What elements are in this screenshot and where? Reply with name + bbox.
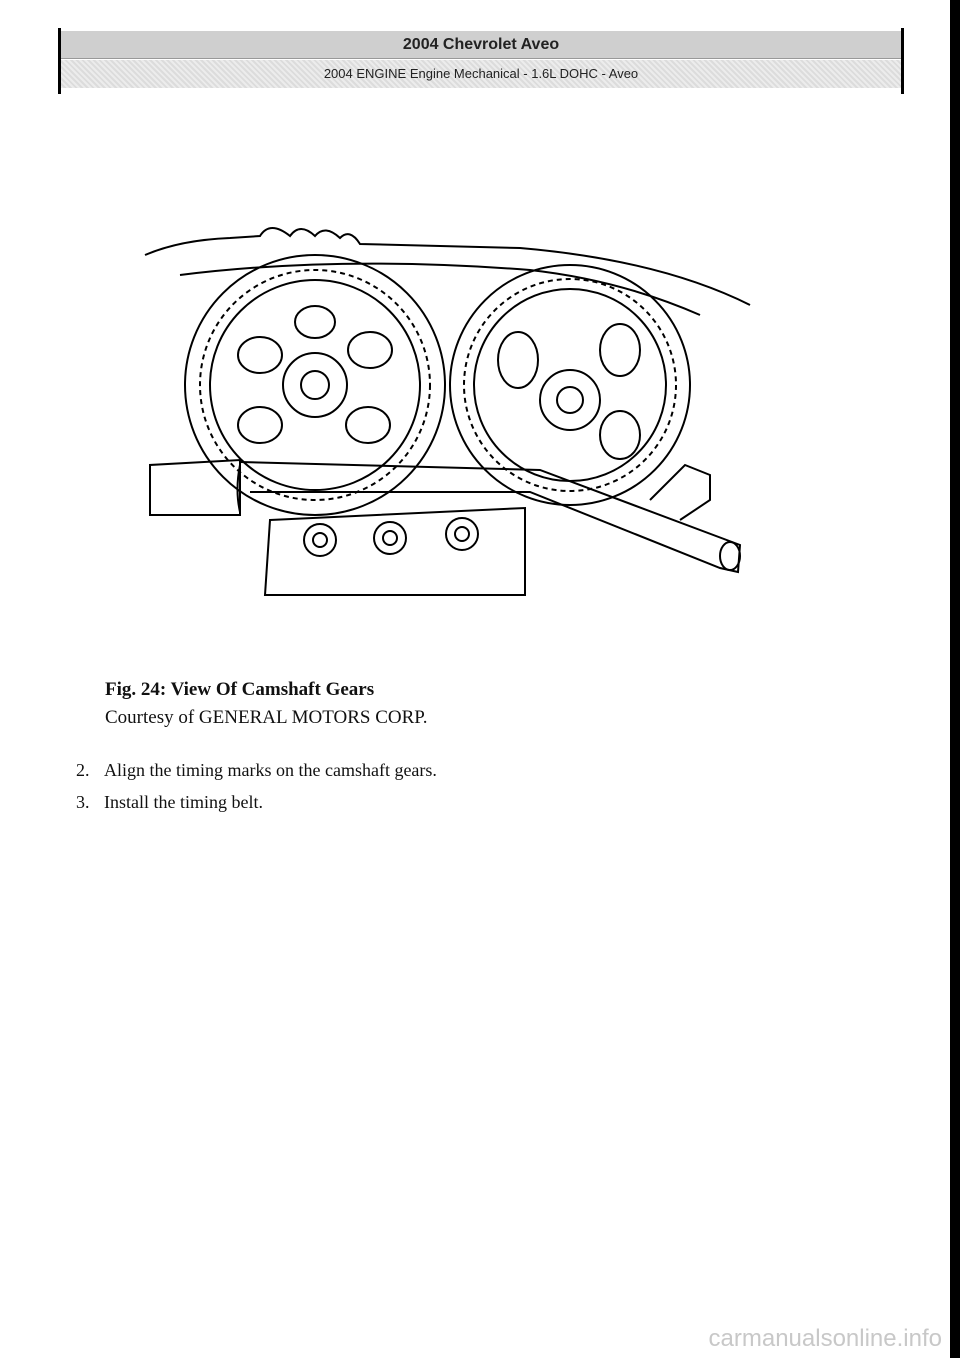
page-right-border — [950, 0, 960, 1358]
camshaft-gears-illustration — [140, 200, 760, 610]
step-2 — [76, 754, 437, 786]
step-text: Align the timing marks on the camshaft gears. — [104, 760, 437, 780]
watermark: carmanualsonline.info — [708, 1325, 942, 1352]
procedure-steps — [76, 754, 437, 818]
step-text: Install the timing belt. — [104, 792, 263, 812]
header-title: 2004 Chevrolet Aveo — [61, 31, 901, 59]
document-header — [58, 28, 904, 94]
figure-caption — [105, 676, 428, 732]
step-number: 2. — [76, 760, 90, 780]
step-number: 3. — [76, 792, 90, 812]
header-subtitle: 2004 ENGINE Engine Mechanical - 1.6L DOHC - Aveo — [61, 60, 901, 88]
caption-courtesy: Courtesy of GENERAL MOTORS CORP. — [105, 707, 428, 728]
step-3 — [76, 786, 437, 818]
caption-title: Fig. 24: View Of Camshaft Gears — [105, 679, 375, 700]
